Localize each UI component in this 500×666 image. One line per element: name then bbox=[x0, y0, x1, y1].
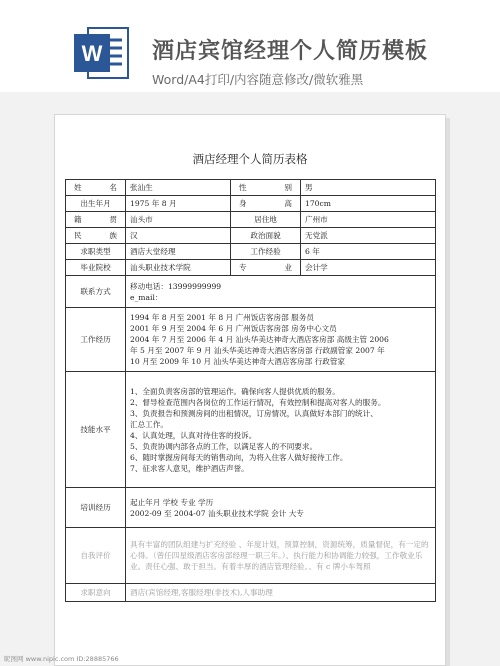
table-row bbox=[66, 212, 436, 228]
table-row bbox=[66, 372, 436, 488]
contact-email: e_mail： bbox=[130, 292, 163, 302]
height-label: 身 高 bbox=[231, 196, 301, 212]
training-line: 2002-09 至 2004-07 汕头职业技术学院 会计 大专 bbox=[130, 508, 304, 518]
work-history-line: 2001 年 9 月至 2004 年 6 月 广州饭店客房部 房务中心文员 bbox=[130, 324, 337, 333]
name-value: 张汕生 bbox=[126, 180, 231, 196]
table-row bbox=[66, 308, 436, 372]
work-history-line: 年 5 月至 2007 年 9 月 汕头华美达神奇大酒店客房部 行政副管家 2007 年 bbox=[130, 346, 385, 355]
skills-line: 汇总工作。 bbox=[130, 419, 168, 429]
table-row bbox=[66, 244, 436, 260]
major-value: 会计学 bbox=[301, 260, 436, 276]
skills-label: 技能水平 bbox=[66, 372, 126, 488]
experience-value: 6 年 bbox=[301, 244, 436, 260]
politics-label: 政治面貌 bbox=[231, 228, 301, 244]
table-row bbox=[66, 196, 436, 212]
objective-label: 求职意向 bbox=[66, 584, 126, 602]
skills-value bbox=[126, 372, 436, 488]
skills-line: 1、全面负责客房部的管理运作。确保向客人提供优质的服务。 bbox=[130, 386, 340, 396]
word-document-icon bbox=[70, 22, 132, 84]
ethnicity-value: 汉 bbox=[126, 228, 231, 244]
politics-value: 无党派 bbox=[301, 228, 436, 244]
self-evaluation-value: 具有丰富的团队组建与扩充经验 、年度计划，预算控制，资源统筹，质量督促，有一定的心得。（曾任四星级酒店客房部经理一职三年。）、执行能力和协调能力较强，工作敬业乐业。责任心强、敢于担当。有着丰厚的酒店管理经验。、有 c 牌小车驾照 bbox=[126, 528, 436, 584]
residence-value: 广州市 bbox=[301, 212, 436, 228]
training-line: 起止年月 学校 专业 学历 bbox=[130, 497, 214, 507]
major-label: 专 业 bbox=[231, 260, 301, 276]
school-label: 毕业院校 bbox=[66, 260, 126, 276]
skills-line: 4、认真处理，认真对待住客的投诉。 bbox=[130, 430, 257, 440]
resume-page bbox=[54, 114, 446, 666]
skills-line: 3、负责报告和预测房间的出租情况，订房情况，认真做好本部门的统计、 bbox=[130, 408, 378, 418]
training-label: 培训经历 bbox=[66, 488, 126, 528]
skills-line: 6、随时掌握房间每天的销售动向，为将入住客人做好接待工作。 bbox=[130, 452, 348, 462]
table-row bbox=[66, 276, 436, 308]
work-history-line: 10 月至 2009 年 10 月 汕头华美达神奇大酒店客房部 行政管家 bbox=[130, 357, 346, 366]
skills-line: 7、征求客人意见，维护酒店声誉。 bbox=[130, 463, 249, 473]
birth-value: 1975 年 8 月 bbox=[126, 196, 231, 212]
origin-label: 籍 贯 bbox=[66, 212, 126, 228]
table-row bbox=[66, 180, 436, 196]
name-label: 姓 名 bbox=[66, 180, 126, 196]
training-value bbox=[126, 488, 436, 528]
self-evaluation-label: 自我评价 bbox=[66, 528, 126, 584]
position-label: 求职类型 bbox=[66, 244, 126, 260]
residence-label: 居住地 bbox=[231, 212, 301, 228]
contact-phone: 移动电话：13999999999 bbox=[130, 281, 222, 291]
word-icon-letter: W bbox=[81, 41, 103, 66]
resume-table bbox=[65, 179, 436, 602]
work-history-label: 工作经历 bbox=[66, 308, 126, 372]
contact-value bbox=[126, 276, 436, 308]
document-title: 酒店经理个人简历表格 bbox=[192, 152, 308, 166]
work-history-line: 1994 年 8 月至 2001 年 8 月 广州饭店客房部 服务员 bbox=[130, 313, 314, 322]
table-row bbox=[66, 488, 436, 528]
header-banner bbox=[0, 0, 500, 92]
experience-label: 工作经验 bbox=[231, 244, 301, 260]
position-value: 酒店大堂经理 bbox=[126, 244, 231, 260]
school-value: 汕头职业技术学院 bbox=[126, 260, 231, 276]
birth-label: 出生年月 bbox=[66, 196, 126, 212]
objective-value: 酒店(宾馆经理,客服经理(非技术),人事助理 bbox=[126, 584, 436, 602]
table-row bbox=[66, 228, 436, 244]
banner-title: 酒店宾馆经理个人简历模板 bbox=[152, 39, 429, 64]
skills-line: 2、督导检查范围内各岗位的工作运行情况，有效控制和提高对客人的服务。 bbox=[130, 397, 386, 407]
contact-label: 联系方式 bbox=[66, 276, 126, 308]
height-value: 170cm bbox=[301, 196, 436, 212]
table-row bbox=[66, 584, 436, 602]
ethnicity-label: 民 族 bbox=[66, 228, 126, 244]
skills-line: 5、负责协调内部各点的工作，以满足客人的不同要求。 bbox=[130, 441, 318, 451]
gender-value: 男 bbox=[301, 180, 436, 196]
gender-label: 性 别 bbox=[231, 180, 301, 196]
watermark: 昵图网 www.nipic.com ID:28885766 bbox=[4, 655, 119, 663]
origin-value: 汕头市 bbox=[126, 212, 231, 228]
work-history-value bbox=[126, 308, 436, 372]
table-row bbox=[66, 260, 436, 276]
work-history-line: 2004 年 7 月至 2006 年 4 月 汕头华美达神奇大酒店客房部 高级主管 2006 bbox=[130, 335, 389, 344]
banner-subtitle: Word/A4打印/内容随意修改/微软雅黑 bbox=[152, 72, 364, 87]
table-row bbox=[66, 528, 436, 584]
